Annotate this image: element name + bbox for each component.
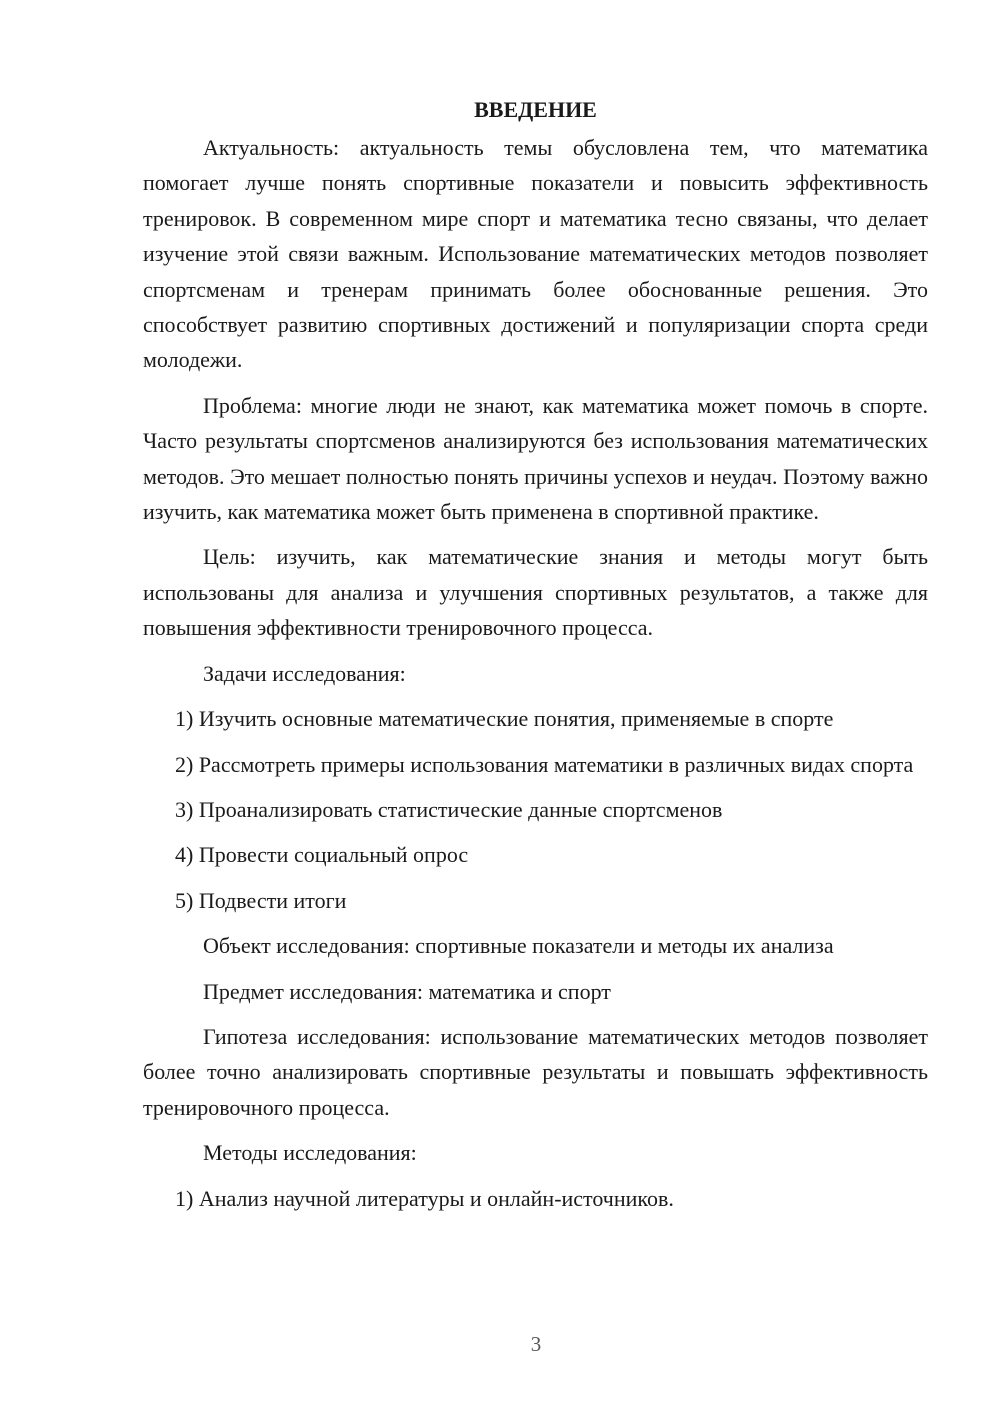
- goal-paragraph: Цель: изучить, как математические знания и методы могут быть использованы для анализа и улучшения спортивных результатов, а также для повышения эффективности тренировочного процесса.: [143, 544, 928, 641]
- methods-heading: Методы исследования:: [203, 1140, 417, 1166]
- problem-paragraph: Проблема: многие люди не знают, как математика может помочь в спорте. Часто результаты спортсменов анализируются без использования математических методов. Это мешает полностью понять причины успехов и неудач. Поэтому важно изучить, как математика может быть применена в спортивной практике.: [143, 392, 928, 525]
- task-item: 1) Изучить основные математические понятия, применяемые в спорте: [175, 706, 834, 732]
- subject-line: Предмет исследования: математика и спорт: [203, 978, 611, 1004]
- page-number: 3: [530, 1332, 542, 1356]
- task-item: 2) Рассмотреть примеры использования математики в различных видах спорта: [175, 751, 914, 777]
- method-item: 1) Анализ научной литературы и онлайн-источников.: [175, 1185, 674, 1211]
- task-item: 4) Провести социальный опрос: [175, 842, 469, 868]
- task-item: 3) Проанализировать статистические данные спортсменов: [175, 796, 723, 822]
- section-title: ВВЕДЕНИЕ: [474, 97, 597, 122]
- tasks-heading: Задачи исследования:: [203, 660, 406, 686]
- task-item: 5) Подвести итоги: [175, 887, 347, 913]
- object-line: Объект исследования: спортивные показатели и методы их анализа: [203, 933, 834, 959]
- hypothesis-paragraph: Гипотеза исследования: использование математических методов позволяет более точно анализировать спортивные результаты и повышать эффективность тренировочного процесса.: [143, 1023, 928, 1120]
- relevance-paragraph: Актуальность: актуальность темы обусловлена тем, что математика помогает лучше понять спортивные показатели и повысить эффективность тренировок. В современном мире спорт и математика тесно связаны, что делает изучение этой связи важным. Использование математических методов позволяет спортсменам и тренерам принимать более обоснованные решения. Это способствует развитию спортивных достижений и популяризации спорта среди молодежи.: [143, 135, 928, 373]
- document-page: [143, 90, 928, 1226]
